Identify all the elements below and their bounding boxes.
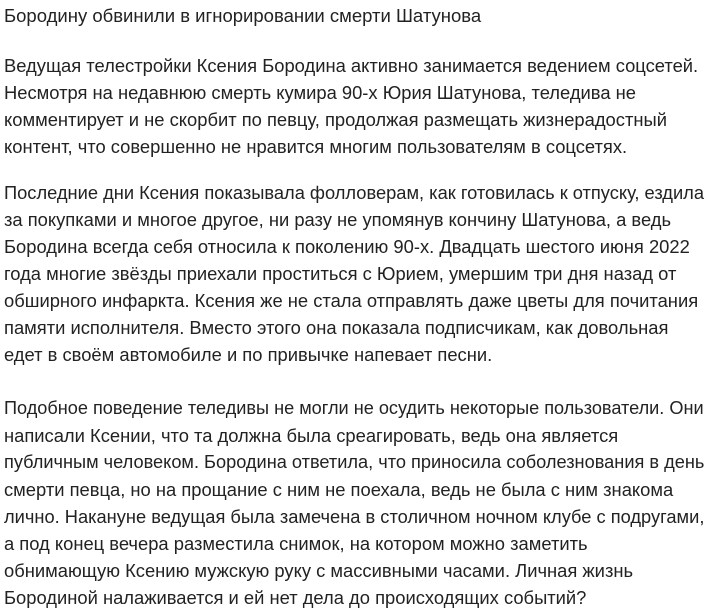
article-title: Бородину обвинили в игнорировании смерти Шатунова xyxy=(4,5,482,26)
paragraph-line: смерти певца, но на прощание с ним не поехала, ведь не была с ним знакома xyxy=(4,479,674,500)
paragraph-line: Ведущая телестройки Ксения Бородина активно занимается ведением соцсетей. xyxy=(4,55,699,76)
paragraph-line: года многие звёзды приехали проститься с Юрием, умершим три дня назад от xyxy=(4,263,677,284)
paragraph-line: за покупками и многое другое, ни разу не упомянув кончину Шатунова, а ведь xyxy=(4,209,672,230)
paragraph-line: написали Ксении, что та должна была среагировать, ведь она является xyxy=(4,425,619,446)
article-paragraph-1 xyxy=(4,52,709,160)
article-paragraph-3 xyxy=(4,395,709,611)
paragraph-line: памяти исполнителя. Вместо этого она показала подписчикам, как довольная xyxy=(4,317,669,338)
paragraph-line: Последние дни Ксения показывала фолловерам, как готовилась к отпуску, ездила xyxy=(4,182,705,203)
paragraph-line: Бородиной налаживается и ей нет дела до происходящих событий? xyxy=(4,587,587,608)
paragraph-line: комментирует и не скорбит по певцу, продолжая размещать жизнерадостный xyxy=(4,109,667,130)
paragraph-line: лично. Накануне ведущая была замечена в столичном ночном клубе с подругами, xyxy=(4,506,705,527)
paragraph-line: едет в своём автомобиле и по привычке напевает песни. xyxy=(4,344,493,365)
paragraph-line: Несмотря на недавнюю смерть кумира 90-х Юрия Шатунова, теледива не xyxy=(4,82,636,103)
paragraph-line: обширного инфаркта. Ксения же не стала отправлять даже цветы для почитания xyxy=(4,290,699,311)
paragraph-line: Подобное поведение теледивы не могли не осудить некоторые пользователи. Они xyxy=(4,398,704,418)
paragraph-line: Бородина всегда себя относила к поколению 90-х. Двадцать шестого июня 2022 xyxy=(4,236,690,257)
article-paragraph-2 xyxy=(4,179,709,368)
paragraph-line: контент, что совершенно не нравится многим пользователям в соцсетях. xyxy=(4,136,628,157)
paragraph-line: публичным человеком. Бородина ответила, что приносила соболезнования в день xyxy=(4,452,705,472)
paragraph-line: обнимающую Ксению мужскую руку с массивными часами. Личная жизнь xyxy=(4,560,634,581)
paragraph-line: а под конец вечера разместила снимок, на котором можно заметить xyxy=(4,533,588,554)
